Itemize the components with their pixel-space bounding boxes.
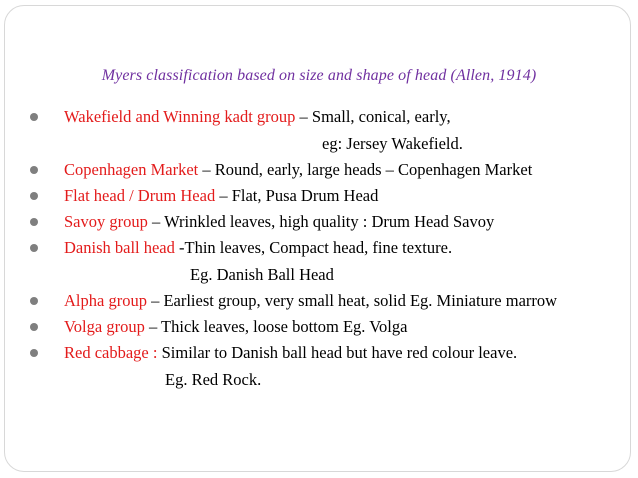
bullet-dot xyxy=(30,218,38,226)
item-term: Alpha group xyxy=(64,291,147,310)
item-description: -Thin leaves, Compact head, fine texture. xyxy=(174,238,453,257)
item-continuation: Eg. Danish Ball Head xyxy=(190,265,334,284)
list-item xyxy=(64,160,532,180)
bullet-dot xyxy=(30,113,38,121)
item-term: Savoy group xyxy=(64,212,148,231)
item-description: – Wrinkled leaves, high quality : Drum Head Savoy xyxy=(147,212,495,231)
item-term: Volga group xyxy=(64,317,145,336)
item-description: – Earliest group, very small heat, solid Eg. Miniature marrow xyxy=(146,291,558,310)
slide-title: Myers classification based on size and shape of head (Allen, 1914) xyxy=(101,67,537,84)
list-item xyxy=(64,317,407,337)
item-description: Similar to Danish ball head but have red colour leave. xyxy=(161,343,518,362)
item-continuation: Eg. Red Rock. xyxy=(165,370,262,389)
list-item xyxy=(64,212,494,232)
item-term: Wakefield and Winning kadt group xyxy=(64,107,296,126)
bullet-dot xyxy=(30,349,38,357)
list-item xyxy=(64,291,557,311)
item-description: – Round, early, large heads – Copenhagen Market xyxy=(198,160,533,179)
bullet-dot xyxy=(30,323,38,331)
bullet-dot xyxy=(30,244,38,252)
item-term: Copenhagen Market xyxy=(64,160,199,179)
bullet-dot xyxy=(30,192,38,200)
list-item xyxy=(64,186,378,206)
list-item xyxy=(64,238,452,258)
item-term: Danish ball head xyxy=(64,238,175,257)
bullet-dot xyxy=(30,297,38,305)
bullet-dot xyxy=(30,166,38,174)
item-description: – Small, conical, early, xyxy=(295,107,451,126)
list-item xyxy=(64,343,517,363)
item-term: Red cabbage : xyxy=(64,343,162,362)
item-continuation: eg: Jersey Wakefield. xyxy=(322,134,463,153)
item-description: – Flat, Pusa Drum Head xyxy=(215,186,379,205)
item-term: Flat head / Drum Head xyxy=(64,186,216,205)
item-description: – Thick leaves, loose bottom Eg. Volga xyxy=(144,317,408,336)
list-item xyxy=(64,107,451,127)
